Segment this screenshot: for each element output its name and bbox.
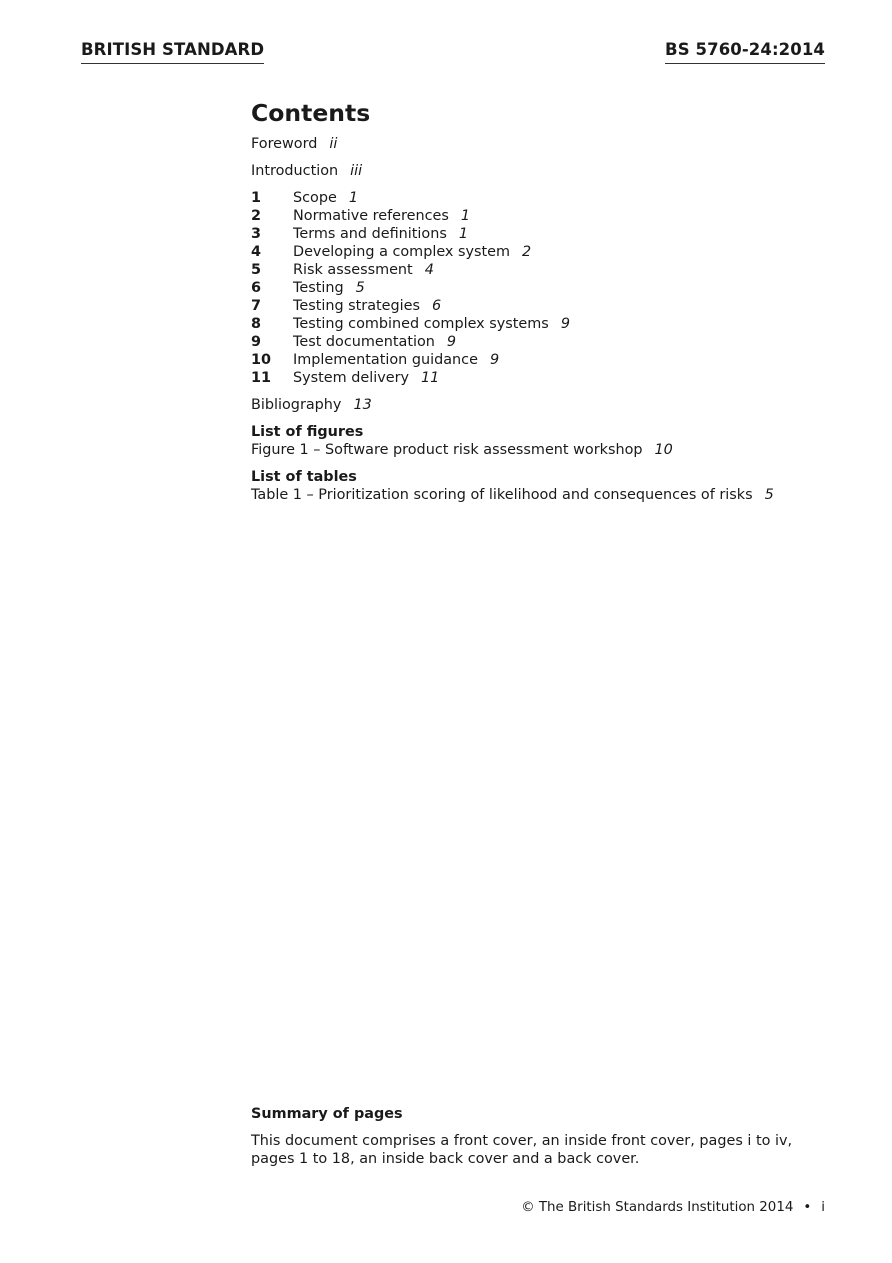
figure-entry-label: Figure 1 – Software product risk assessment workshop [251, 442, 643, 458]
toc-entry-foreword[interactable] [251, 135, 841, 153]
figure-entry[interactable] [251, 441, 841, 459]
clause-label: Terms and definitions [293, 226, 447, 242]
clause-label: Scope [293, 190, 337, 206]
toc-clause-3[interactable] [251, 225, 841, 243]
summary-of-pages [251, 1105, 831, 1168]
clause-page: 6 [432, 298, 442, 314]
clause-label: Risk assessment [293, 262, 413, 278]
standard-number: BS 5760-24:2014 [665, 40, 825, 64]
toc-entry-page: 13 [353, 397, 372, 413]
clause-page: 2 [522, 244, 532, 260]
bullet-separator: • [803, 1200, 812, 1215]
contents-section [251, 98, 841, 513]
clause-number: 7 [251, 298, 262, 314]
clause-number: 8 [251, 316, 262, 332]
clause-label: Testing strategies [293, 298, 421, 314]
clause-list [251, 189, 841, 387]
table-entry-page: 5 [764, 487, 774, 503]
toc-clause-9[interactable] [251, 333, 841, 351]
toc-clause-11[interactable] [251, 369, 841, 387]
clause-page: 9 [560, 316, 570, 332]
toc-entry-label: Foreword [251, 136, 318, 152]
clause-number: 6 [251, 280, 262, 296]
clause-number: 9 [251, 334, 262, 350]
toc-entry-page: iii [350, 163, 363, 179]
toc-entry-label: Bibliography [251, 397, 342, 413]
toc-entry-label: Introduction [251, 163, 339, 179]
clause-label: Developing a complex system [293, 244, 511, 260]
list-of-figures [251, 423, 841, 459]
clause-number: 1 [251, 190, 262, 206]
table-entry[interactable] [251, 486, 841, 504]
clause-number: 4 [251, 244, 262, 260]
toc-entry-bibliography[interactable] [251, 396, 841, 414]
clause-page: 9 [446, 334, 457, 350]
toc-clause-10[interactable] [251, 351, 841, 369]
clause-page: 9 [489, 352, 500, 368]
page-footer [521, 1199, 825, 1217]
clause-page: 11 [421, 370, 440, 386]
page-number: i [821, 1200, 825, 1215]
clause-page: 4 [424, 262, 434, 278]
copyright-notice: © The British Standards Institution 2014 [521, 1200, 794, 1215]
toc-entry-page: ii [329, 136, 338, 152]
clause-label: Testing combined complex systems [293, 316, 549, 332]
clause-number: 11 [251, 370, 272, 386]
toc-entry-introduction[interactable] [251, 162, 841, 180]
clause-page: 5 [355, 280, 365, 296]
clause-page: 1 [458, 226, 468, 242]
toc-clause-4[interactable] [251, 243, 841, 261]
toc-clause-1[interactable] [251, 189, 841, 207]
toc-clause-8[interactable] [251, 315, 841, 333]
summary-heading: Summary of pages [251, 1106, 403, 1122]
toc-clause-7[interactable] [251, 297, 841, 315]
toc-clause-6[interactable] [251, 279, 841, 297]
header-title: BRITISH STANDARD [81, 40, 264, 64]
clause-number: 10 [251, 352, 272, 368]
clause-label: System delivery [293, 370, 410, 386]
list-of-figures-heading: List of figures [251, 424, 364, 440]
table-entry-label: Table 1 – Prioritization scoring of likelihood and consequences of risks [251, 487, 753, 503]
clause-number: 5 [251, 262, 262, 278]
clause-label: Test documentation [293, 334, 435, 350]
toc-clause-5[interactable] [251, 261, 841, 279]
toc-clause-2[interactable] [251, 207, 841, 225]
clause-number: 2 [251, 208, 262, 224]
clause-page: 1 [348, 190, 358, 206]
list-of-tables [251, 468, 841, 504]
contents-title: Contents [251, 99, 371, 127]
clause-label: Testing [293, 280, 344, 296]
summary-text: This document comprises a front cover, an inside front cover, pages i to iv, pages 1 to 18, an inside back cover and a back cover. [251, 1133, 793, 1167]
list-of-tables-heading: List of tables [251, 469, 357, 485]
clause-label: Implementation guidance [293, 352, 478, 368]
figure-entry-page: 10 [654, 442, 673, 458]
clause-page: 1 [460, 208, 471, 224]
clause-number: 3 [251, 226, 262, 242]
clause-label: Normative references [293, 208, 449, 224]
